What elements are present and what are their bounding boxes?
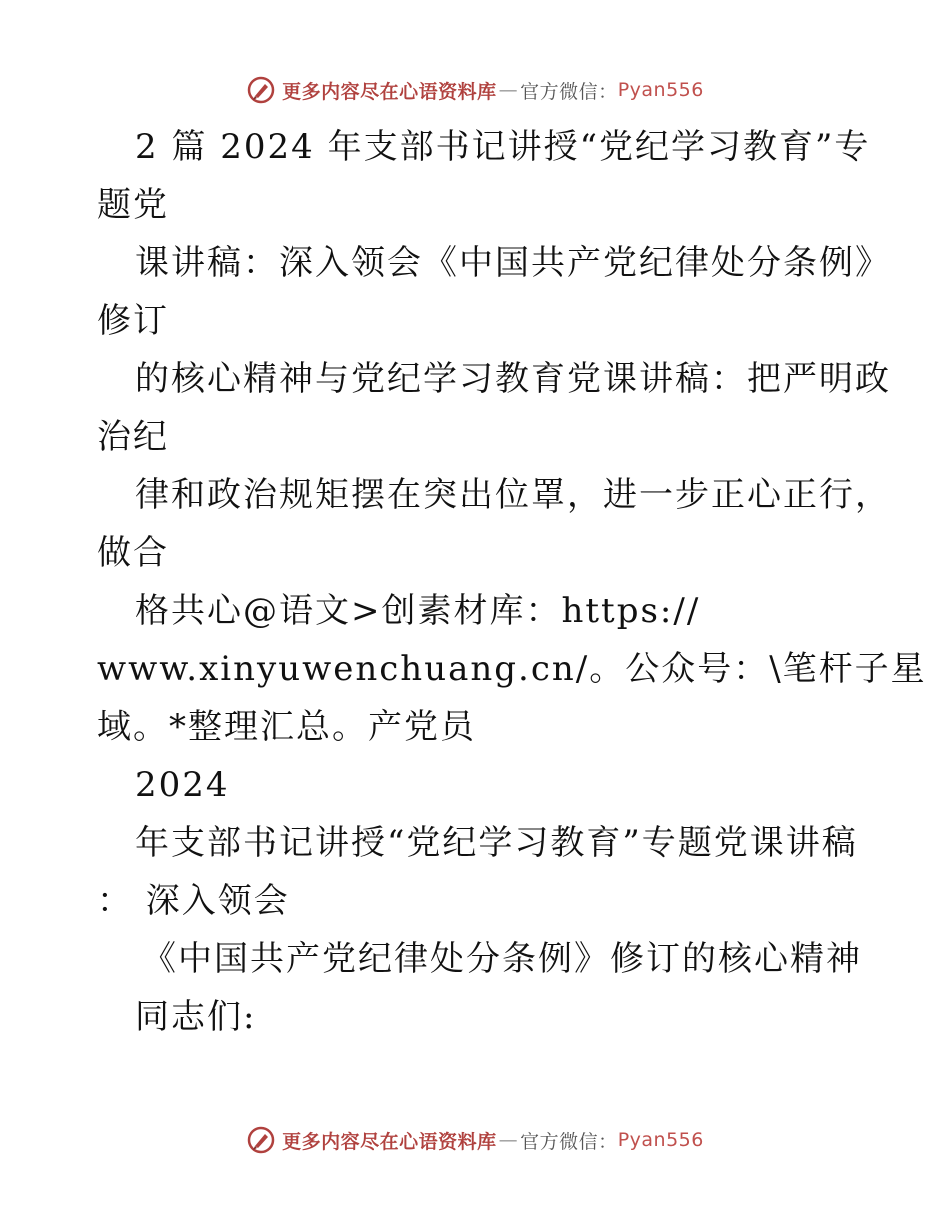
text-line-6: 治纪 <box>97 417 169 457</box>
banner-separator: — <box>498 1129 519 1151</box>
banner-brand: 更多内容尽在心语资料库 <box>282 1130 497 1153</box>
banner-wechat-id: Pyan556 <box>617 79 704 101</box>
text-line-7: 律和政治规矩摆在突出位罩，进一步正心正行， <box>135 475 891 515</box>
fountain-pen-logo-icon <box>246 75 276 105</box>
text-line-15: 《中国共产党纪律处分条例》修订的核心精神 <box>142 939 862 979</box>
footer-watermark <box>0 1120 950 1160</box>
text-line-12: 2024 <box>135 765 230 805</box>
header-watermark <box>0 70 950 110</box>
text-line-13: 年支部书记讲授“党纪学习教育”专题党课讲稿 <box>135 823 858 863</box>
text-line-1: 2 篇 2024 年支部书记讲授“党纪学习教育”专 <box>135 127 871 167</box>
text-line-11: 域。*整理汇总。产党员 <box>97 707 476 747</box>
text-line-4: 修订 <box>97 301 169 341</box>
banner-contact-label: 官方微信： <box>520 80 618 103</box>
banner-contact-label: 官方微信： <box>520 1130 618 1153</box>
banner-wechat-id: Pyan556 <box>617 1129 704 1151</box>
banner-separator: — <box>498 79 519 101</box>
text-line-2: 题党 <box>97 185 169 225</box>
text-line-5: 的核心精神与党纪学习教育党课讲稿：把严明政 <box>135 359 891 399</box>
text-line-3: 课讲稿：深入领会《中国共产党纪律处分条例》 <box>135 243 891 283</box>
text-line-10: www.xinyuwenchuang.cn/。公众号：\笔杆子星 <box>97 649 927 689</box>
banner-brand: 更多内容尽在心语资料库 <box>282 80 497 103</box>
fountain-pen-logo-icon <box>246 1125 276 1155</box>
text-line-14: ： 深入领会 <box>97 881 290 921</box>
text-line-9: 格共心@语文>创素材库：https:// <box>135 591 701 631</box>
text-line-8: 做合 <box>97 533 169 573</box>
document-body <box>97 118 927 1046</box>
text-line-16: 同志们: <box>135 997 257 1037</box>
